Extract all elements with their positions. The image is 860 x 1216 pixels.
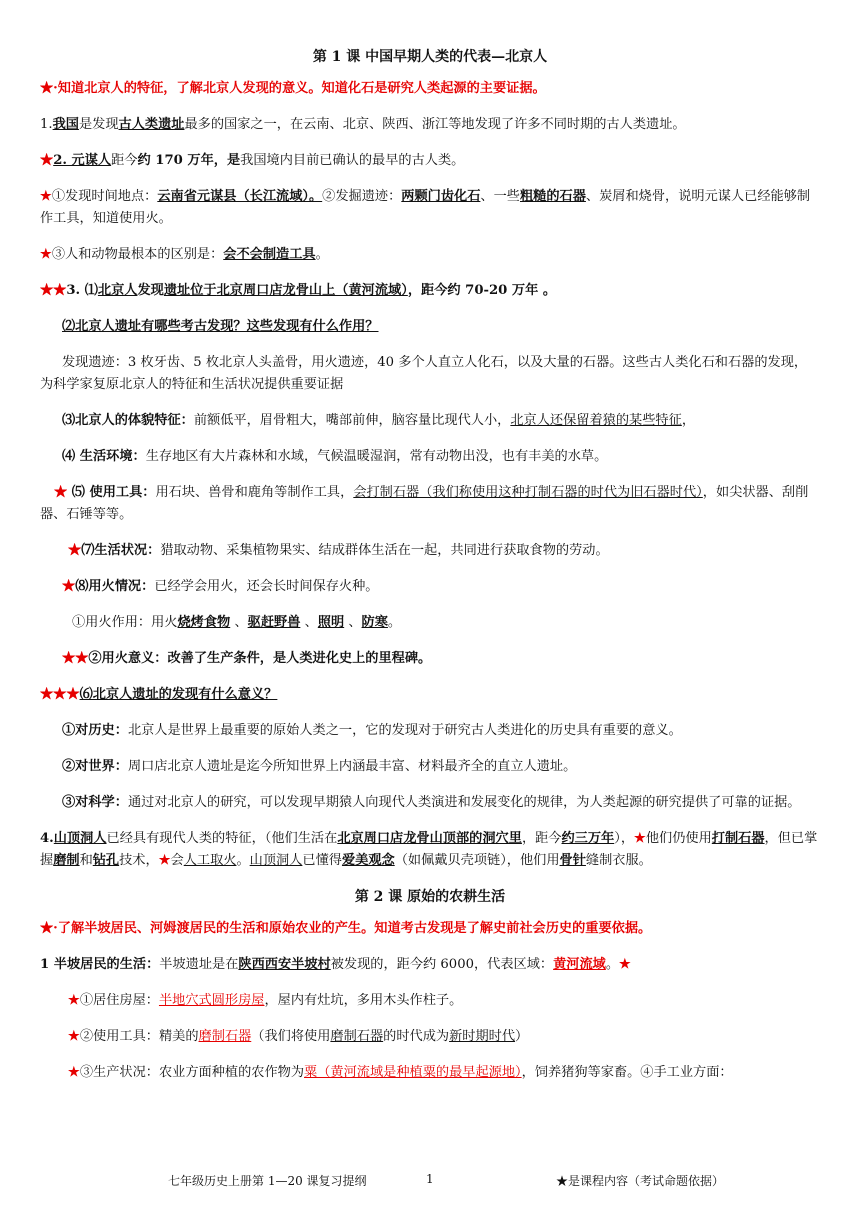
star-mark: ★ xyxy=(54,485,68,500)
lesson2-title: 第 2 课 原始的农耕生活 xyxy=(354,889,506,905)
l1-para-6: ⑵北京人遗址有哪些考古发现？这些发现有什么作用？ xyxy=(62,319,379,334)
star-mark: ★ xyxy=(158,853,171,868)
lesson1-goal: ★·知道北京人的特征，了解北京人发现的意义。知道化石是研究人类起源的主要证据。 xyxy=(40,81,546,96)
l1-para-12: ★⑻用火情况：已经学会用火，还会长时间保存火种。 xyxy=(62,579,379,594)
l1-para-11: ★⑺生活状况：猎取动物、采集植物果实、结成群体生活在一起，共同进行获取食物的劳动。 xyxy=(68,543,609,558)
l2-para-4: ★③生产状况：农业方面种植的农作物为粟（黄河流域是种植粟的最早起源地），饲养猪狗等家畜。④手工业方面： xyxy=(68,1065,733,1080)
star-mark: ★ xyxy=(40,247,52,262)
star-mark: ★ xyxy=(68,993,80,1008)
l1-para-1: 1.我国是发现古人类遗址最多的国家之一，在云南、北京、陕西、浙江等地发现了许多不同时期的古人类遗址。 xyxy=(40,117,686,132)
document-page xyxy=(40,46,820,1098)
l1-para-7: 发现遗迹：3 枚牙齿、5 枚北京人头盖骨，用火遗迹，40 多个人直立人化石，以及大量的石器。这些古人类化石和石器的发现，为科学家复原北京人的特征和生活状况提供重要证据 xyxy=(40,355,808,392)
l1-para-3: ★①发现时间地点：云南省元谋县（长江流域）。②发掘遗迹：两颗门齿化石、一些粗糙的石器、炭屑和烧骨，说明元谋人已经能够制作工具，知道使用火。 xyxy=(40,189,811,226)
l2-para-1: 1 半坡居民的生活：半坡遗址是在陕西西安半坡村被发现的，距今约 6000，代表区域：黄河流域。★ xyxy=(40,957,631,972)
l2-para-2: ★①居住房屋：半地穴式圆形房屋，屋内有灶坑，多用木头作柱子。 xyxy=(68,993,463,1008)
star-mark: ★ xyxy=(40,189,52,204)
l1-para-15: ★★★⑹北京人遗址的发现有什么意义？ xyxy=(40,687,278,702)
l1-para-5: ★★3. ⑴北京人发现遗址位于北京周口店龙骨山上（黄河流域），距今约 70-20 万年 。 xyxy=(40,283,557,298)
l1-para-16: ①对历史：北京人是世界上最重要的原始人类之一，它的发现对于研究古人类进化的历史具有重要的意义。 xyxy=(62,723,682,738)
l1-para-13: ①用火作用：用火烧烤食物 、驱赶野兽 、照明 、防寒。 xyxy=(72,615,402,630)
star-mark: ★★★ xyxy=(40,687,80,702)
star-mark: ★★ xyxy=(40,283,67,298)
l2-para-3: ★②使用工具：精美的磨制石器（我们将使用磨制石器的时代成为新时期时代） xyxy=(68,1029,529,1044)
l1-para-9: ⑷ 生活环境：生存地区有大片森林和水域，气候温暖湿润，常有动物出没，也有丰美的水草。 xyxy=(62,449,608,464)
star-mark: ★ xyxy=(634,831,646,846)
star-mark: ★ xyxy=(40,153,54,168)
l1-para-4: ★③人和动物最根本的区别是：会不会制造工具。 xyxy=(40,247,329,262)
l1-para-17: ②对世界：周口店北京人遗址是迄今所知世界上内涵最丰富、材料最齐全的直立人遗址。 xyxy=(62,759,577,774)
star-mark: ★ xyxy=(62,579,76,594)
star-mark: ★★ xyxy=(62,651,89,666)
l1-para-2: ★2. 元谋人距今约 170 万年，是我国境内目前已确认的最早的古人类。 xyxy=(40,153,465,168)
l1-para-14: ★★②用火意义：改善了生产条件，是人类进化史上的里程碑。 xyxy=(62,651,432,666)
footer-note: ★是课程内容（考试命题依据） xyxy=(556,1174,725,1188)
lesson1-title: 第 1 课 中国早期人类的代表—北京人 xyxy=(312,49,548,65)
page-number: 1 xyxy=(426,1172,434,1186)
lesson2-goal: ★·了解半坡居民、河姆渡居民的生活和原始农业的产生。知道考古发现是了解史前社会历史的重要依据。 xyxy=(40,921,652,936)
l1-para-10: ★ ⑸ 使用工具：用石块、兽骨和鹿角等制作工具，会打制石器（我们称使用这种打制石器的时代为旧石器时代），如尖状器、刮削器、石锤等等。 xyxy=(40,485,809,522)
star-mark: ★ xyxy=(619,957,631,972)
l1-para-8: ⑶北京人的体貌特征：前额低平，眉骨粗大，嘴部前伸，脑容量比现代人小，北京人还保留着猿的某些特征， xyxy=(62,413,695,428)
star-mark: ★ xyxy=(68,1029,80,1044)
l1-para-18: ③对科学：通过对北京人的研究，可以发现早期猿人向现代人类演进和发展变化的规律，为人类起源的研究提供了可靠的证据。 xyxy=(62,795,801,810)
footer-title: 七年级历史上册第 1—20 课复习提纲 xyxy=(168,1174,367,1188)
l1-para-19: 4.山顶洞人已经具有现代人类的特征，（他们生活在北京周口店龙骨山顶部的洞穴里，距今约三万年），★他们仍使用打制石器，但已掌握磨制和钻孔技术，★会人工取火。山顶洞人已懂得爱美观念（如佩戴贝壳项链），他们用骨针缝制衣服。 xyxy=(40,831,818,868)
star-mark: ★ xyxy=(68,1065,80,1080)
star-mark: ★ xyxy=(68,543,82,558)
